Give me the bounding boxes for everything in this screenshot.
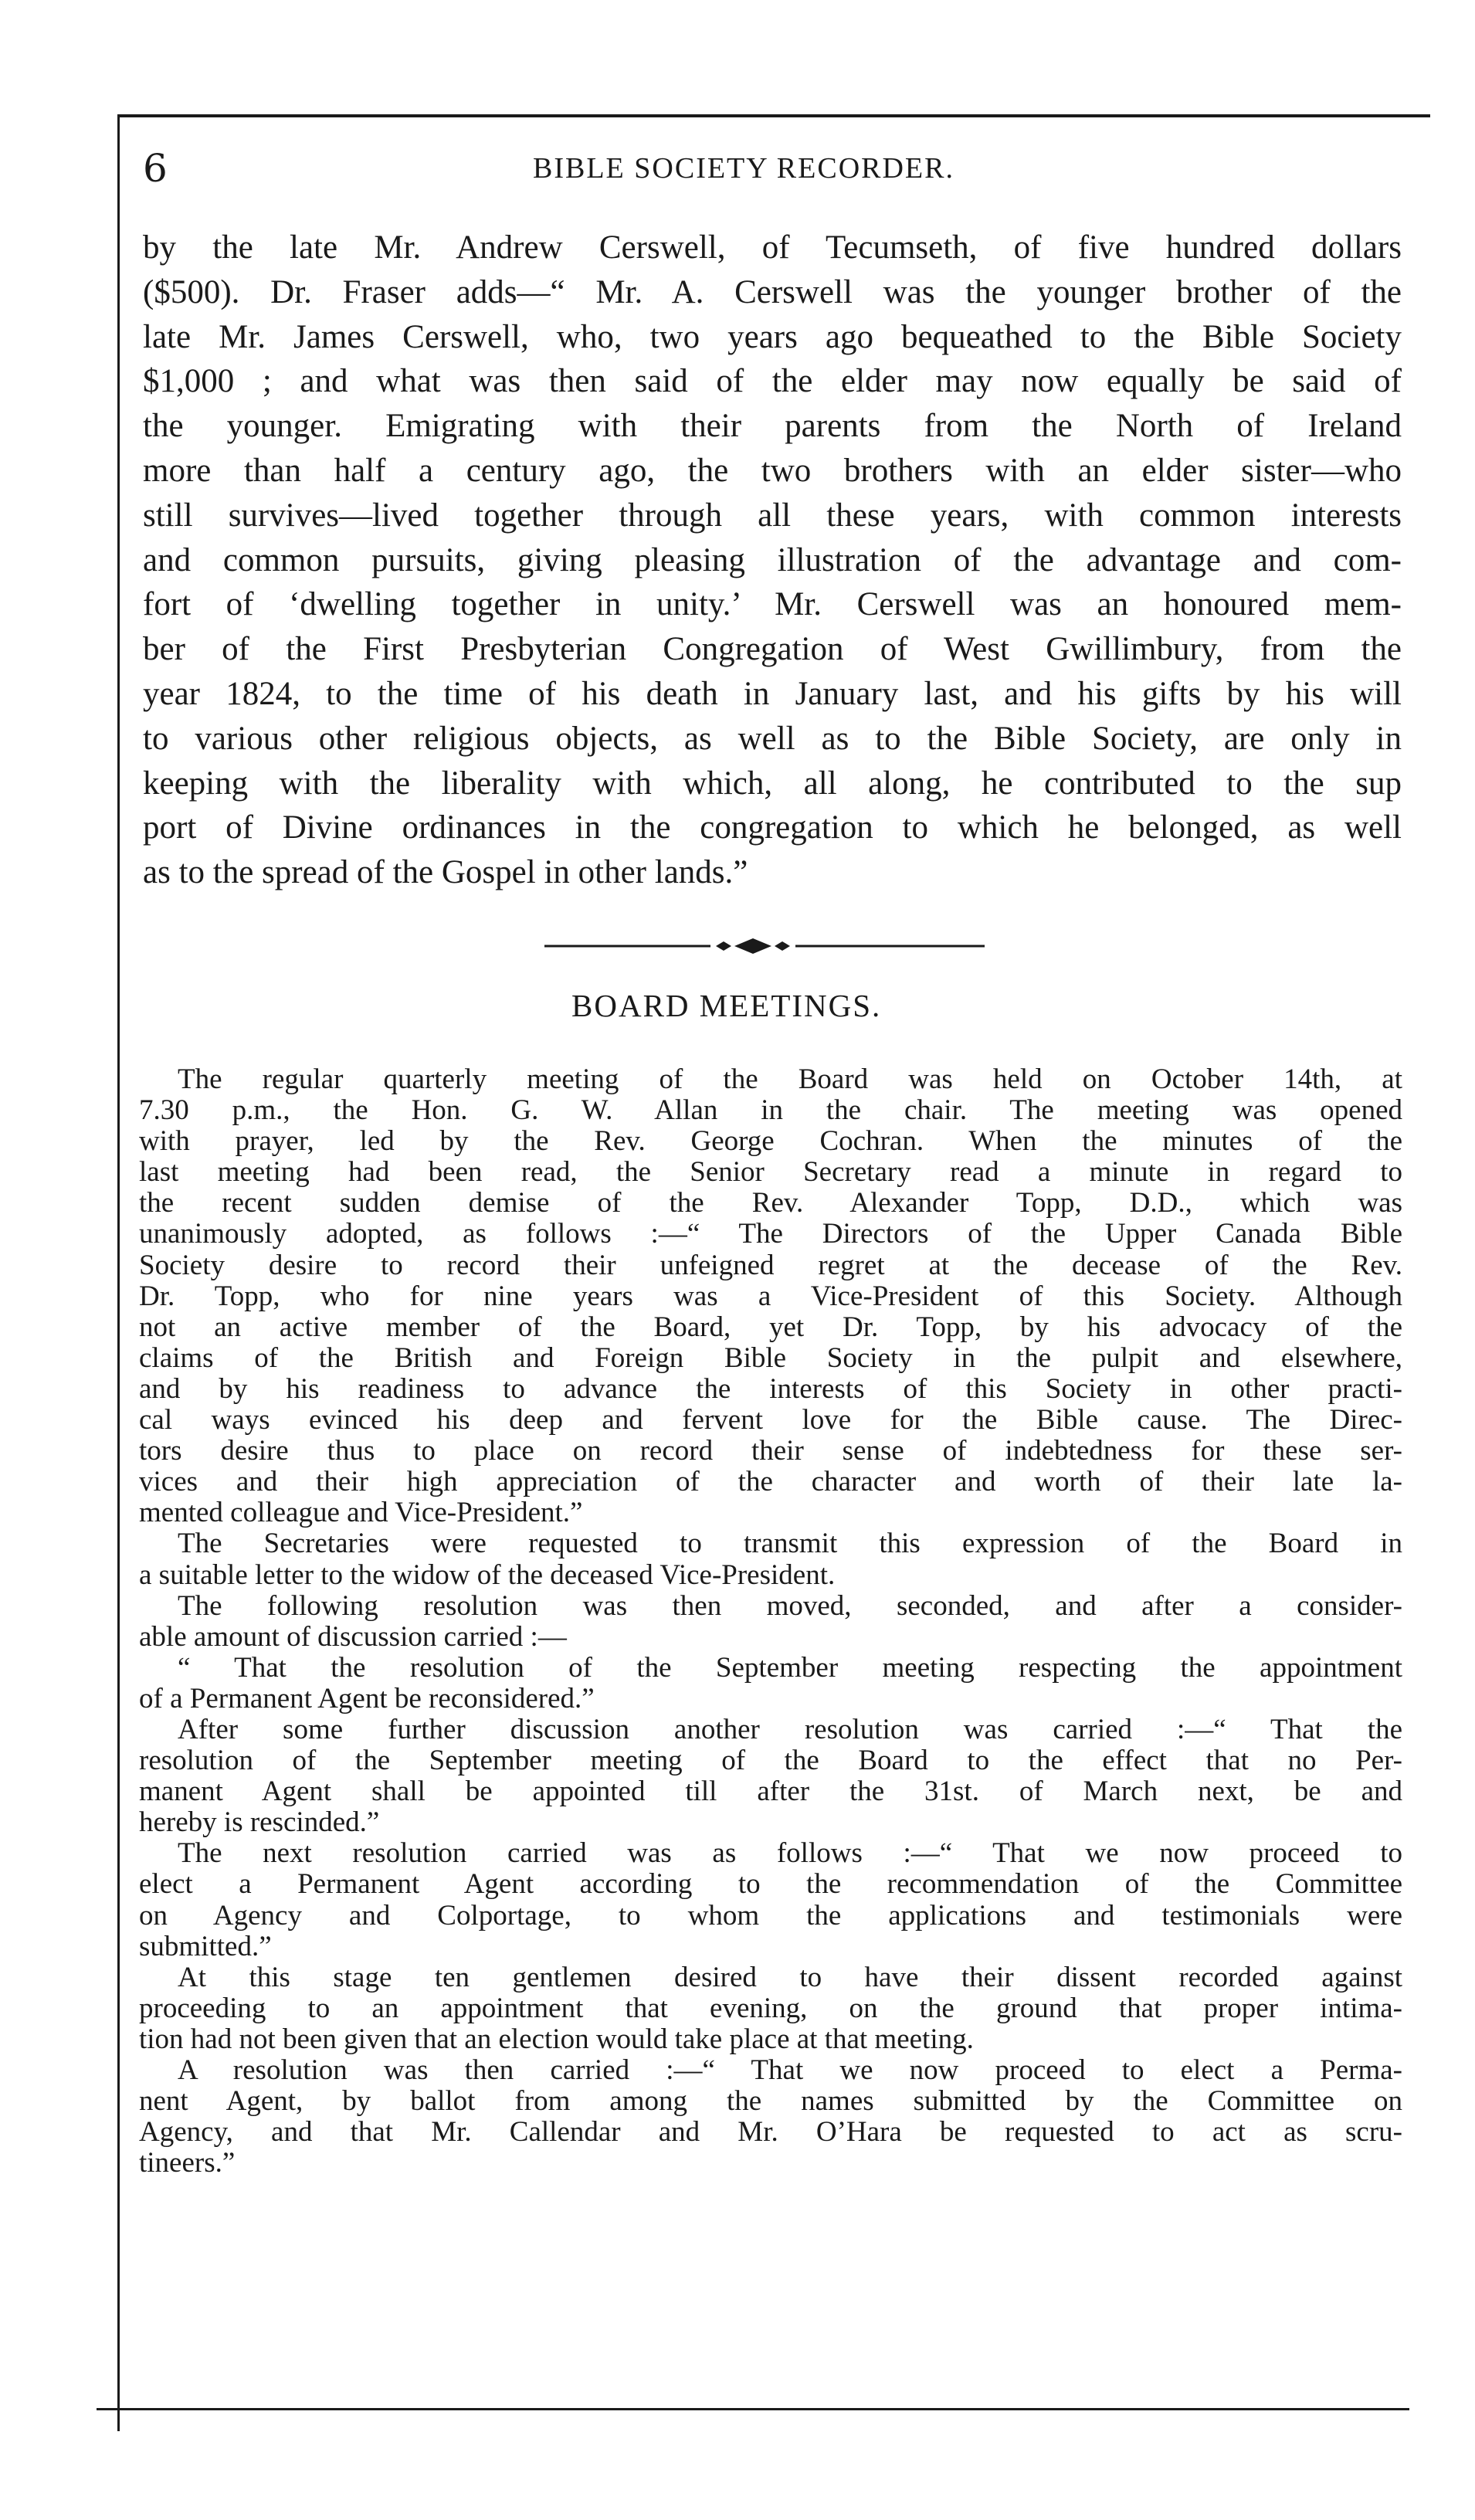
intro-line: more than half a century ago, the two brothers with an elder sister—who	[143, 452, 1402, 489]
board-line: hereby is rescinded.”	[139, 1806, 380, 1839]
board-line: claims of the British and Foreign Bible Society in the pulpit and elsewhere,	[139, 1341, 1402, 1374]
board-line: and by his readiness to advance the interests of this Society in other practi-	[139, 1372, 1402, 1405]
board-line: tineers.”	[139, 2147, 236, 2179]
board-line: a suitable letter to the widow of the deceased Vice-President.	[139, 1558, 836, 1591]
section-divider-ornament	[544, 934, 985, 958]
intro-line: the younger. Emigrating with their parents from the North of Ireland	[143, 408, 1402, 445]
board-line: manent Agent shall be appointed till after the 31st. of March next, be and	[139, 1776, 1402, 1808]
intro-line: ber of the First Presbyterian Congregation of West Gwillimbury, from the	[143, 631, 1402, 668]
board-line: mented colleague and Vice-President.”	[139, 1497, 583, 1529]
board-line: with prayer, led by the Rev. George Cochran. When the minutes of the	[139, 1125, 1402, 1158]
intro-line: ($500). Dr. Fraser adds—“ Mr. A. Cerswell was the younger brother of the	[143, 273, 1402, 310]
board-line: A resolution was then carried :—“ That we now proceed to elect a Perma-	[178, 2054, 1402, 2086]
intro-line: fort of ‘dwelling together in unity.’ Mr. Cerswell was an honoured mem-	[143, 586, 1402, 623]
intro-line: to various other religious objects, as well as to the Bible Society, are only in	[143, 720, 1402, 757]
board-line: unanimously adopted, as follows :—“ The Directors of the Upper Canada Bible	[139, 1218, 1402, 1250]
board-line: Dr. Topp, who for nine years was a Vice-President of this Society. Although	[139, 1280, 1402, 1312]
board-line: nent Agent, by ballot from among the names submitted by the Committee on	[139, 2085, 1402, 2118]
left-margin-rule	[117, 114, 120, 2431]
top-rule	[117, 114, 1430, 117]
board-line: proceeding to an appointment that evening, on the ground that proper intima-	[139, 1992, 1402, 2024]
intro-line: and common pursuits, giving pleasing illustration of the advantage and com-	[143, 541, 1402, 578]
bottom-rule	[97, 2408, 1409, 2410]
board-line: the recent sudden demise of the Rev. Alexander Topp, D.D., which was	[139, 1187, 1402, 1219]
board-line: After some further discussion another resolution was carried :—“ That the	[178, 1713, 1402, 1745]
board-line: “ That the resolution of the September meeting respecting the appointment	[178, 1651, 1402, 1684]
board-line: able amount of discussion carried :—	[139, 1620, 567, 1653]
board-line: vices and their high appreciation of the character and worth of their late la-	[139, 1466, 1402, 1498]
board-line: The Secretaries were requested to transmit this expression of the Board in	[178, 1528, 1402, 1560]
board-line: Society desire to record their unfeigned regret at the decease of the Rev.	[139, 1249, 1402, 1281]
board-line: The following resolution was then moved, seconded, and after a consider-	[178, 1589, 1402, 1622]
section-title: BOARD MEETINGS.	[571, 988, 882, 1023]
intro-line: by the late Mr. Andrew Cerswell, of Tecumseth, of five hundred dollars	[143, 229, 1402, 266]
board-line: not an active member of the Board, yet Dr. Topp, by his advocacy of the	[139, 1311, 1402, 1343]
board-line: The regular quarterly meeting of the Board was held on October 14th, at	[178, 1063, 1402, 1095]
board-line: on Agency and Colportage, to whom the applications and testimonials were	[139, 1899, 1402, 1932]
intro-line: as to the spread of the Gospel in other lands.”	[143, 854, 748, 891]
running-title: BIBLE SOCIETY RECORDER.	[533, 152, 955, 185]
intro-line: year 1824, to the time of his death in January last, and his gifts by his will	[143, 675, 1402, 712]
board-line: last meeting had been read, the Senior Secretary read a minute in regard to	[139, 1156, 1402, 1189]
intro-line: keeping with the liberality with which, all along, he contributed to the sup	[143, 765, 1402, 802]
board-line: 7.30 p.m., the Hon. G. W. Allan in the chair. The meeting was opened	[139, 1094, 1402, 1127]
board-line: submitted.”	[139, 1930, 272, 1962]
intro-line: still survives—lived together through all these years, with common interests	[143, 497, 1402, 534]
board-line: cal ways evinced his deep and fervent love for the Bible cause. The Direc-	[139, 1404, 1402, 1436]
board-line: of a Permanent Agent be reconsidered.”	[139, 1682, 595, 1714]
intro-line: $1,000 ; and what was then said of the elder may now equally be said of	[143, 363, 1402, 400]
board-line: tors desire thus to place on record their sense of indebtedness for these ser-	[139, 1435, 1402, 1467]
board-line: elect a Permanent Agent according to the recommendation of the Committee	[139, 1868, 1402, 1901]
board-line: tion had not been given that an election would take place at that meeting.	[139, 2023, 974, 2055]
board-line: resolution of the September meeting of the Board to the effect that no Per-	[139, 1745, 1402, 1777]
board-line: Agency, and that Mr. Callendar and Mr. O’Hara be requested to act as scru-	[139, 2116, 1402, 2149]
board-line: The next resolution carried was as follows :—“ That we now proceed to	[178, 1837, 1402, 1870]
intro-paragraph	[143, 226, 1402, 895]
board-line: At this stage ten gentlemen desired to have their dissent recorded against	[178, 1961, 1402, 1993]
page-number: 6	[143, 146, 168, 191]
intro-line: late Mr. James Cerswell, who, two years ago bequeathed to the Bible Society	[143, 318, 1402, 355]
board-meetings-text	[139, 1064, 1402, 2179]
intro-line: port of Divine ordinances in the congregation to which he belonged, as well	[143, 809, 1402, 846]
